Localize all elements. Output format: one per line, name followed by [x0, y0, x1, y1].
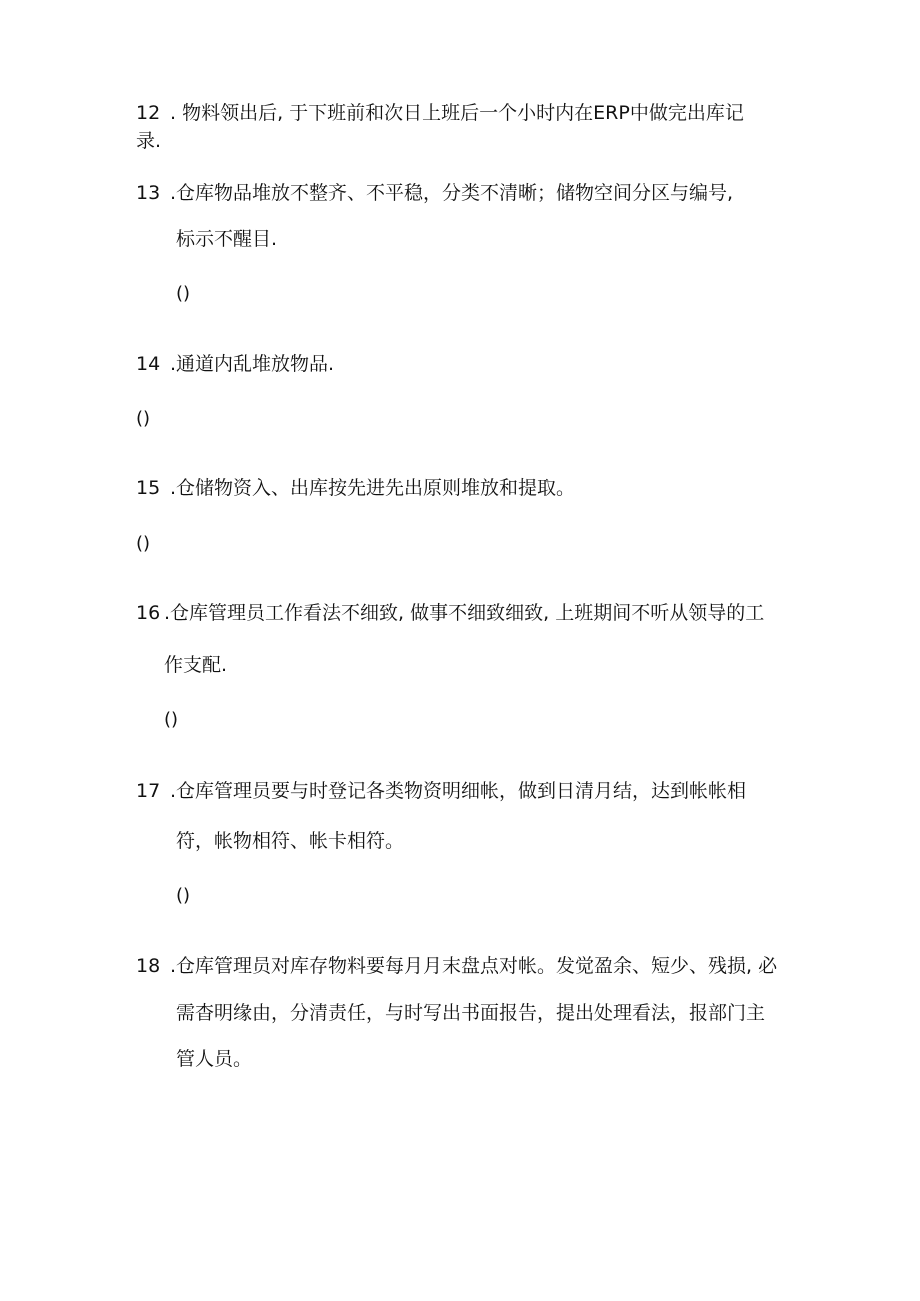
item-text: 管人员。	[176, 1048, 253, 1070]
item-18-line-3	[176, 1047, 252, 1071]
item-17-line-1	[136, 779, 746, 803]
item-16-line-2	[164, 653, 227, 677]
item-17-answer-blank	[176, 884, 190, 908]
item-13-line-2	[176, 227, 277, 251]
item-number: 18	[136, 955, 161, 977]
item-text: 符，帐物相符、帐卡相符。	[176, 830, 405, 852]
item-15-line-1	[136, 476, 575, 500]
item-14-answer-blank	[136, 407, 150, 431]
item-text: .仓库管理员对库存物料要每月月末盘点对帐。发觉盈余、短少、残损, 必	[170, 955, 778, 977]
item-text: .仓储物资入、出库按先进先出原则堆放和提取。	[170, 477, 576, 499]
item-text: . 物料领出后, 于下班前和次日上班后一个小时内在ERP中做完出库记	[170, 102, 744, 124]
item-number: 12	[136, 102, 161, 124]
item-text: 标示不醒目.	[176, 228, 278, 250]
item-text: .通道内乱堆放物品.	[170, 353, 335, 375]
item-number: 14	[136, 353, 161, 375]
item-16-answer-blank	[164, 708, 178, 732]
answer-parentheses: ()	[176, 885, 191, 906]
item-13-line-1	[136, 181, 733, 205]
item-number: 17	[136, 780, 161, 802]
item-text: 需杳明缘由，分清责任，与时写出书面报告，提出处理看法，报部门主	[176, 1002, 766, 1024]
item-12-line-2	[136, 129, 161, 153]
item-16-line-1	[136, 601, 764, 625]
item-number: 13	[136, 182, 161, 204]
item-text: 录.	[136, 130, 162, 152]
item-15-answer-blank	[136, 532, 150, 556]
item-12-line-1	[136, 101, 744, 125]
item-text: 作支配.	[164, 654, 228, 676]
item-18-line-2	[176, 1001, 765, 1025]
item-18-line-1	[136, 954, 777, 978]
item-17-line-2	[176, 829, 404, 853]
item-13-answer-blank	[176, 282, 190, 306]
item-text: .仓库管理员工作看法不细致, 做事不细致细致, 上班期间不听从领导的工	[164, 602, 765, 624]
item-number: 15	[136, 477, 161, 499]
item-number: 16	[136, 602, 161, 624]
answer-parentheses: ()	[176, 283, 191, 304]
item-text: .仓库管理员要与时登记各类物资明细帐，做到日清月结，达到帐帐相	[170, 780, 747, 802]
answer-parentheses: ()	[136, 533, 151, 554]
answer-parentheses: ()	[164, 709, 179, 730]
item-text: .仓库物品堆放不整齐、不平稳，分类不清晰；储物空间分区与编号,	[170, 182, 734, 204]
answer-parentheses: ()	[136, 408, 151, 429]
item-14-line-1	[136, 352, 334, 376]
